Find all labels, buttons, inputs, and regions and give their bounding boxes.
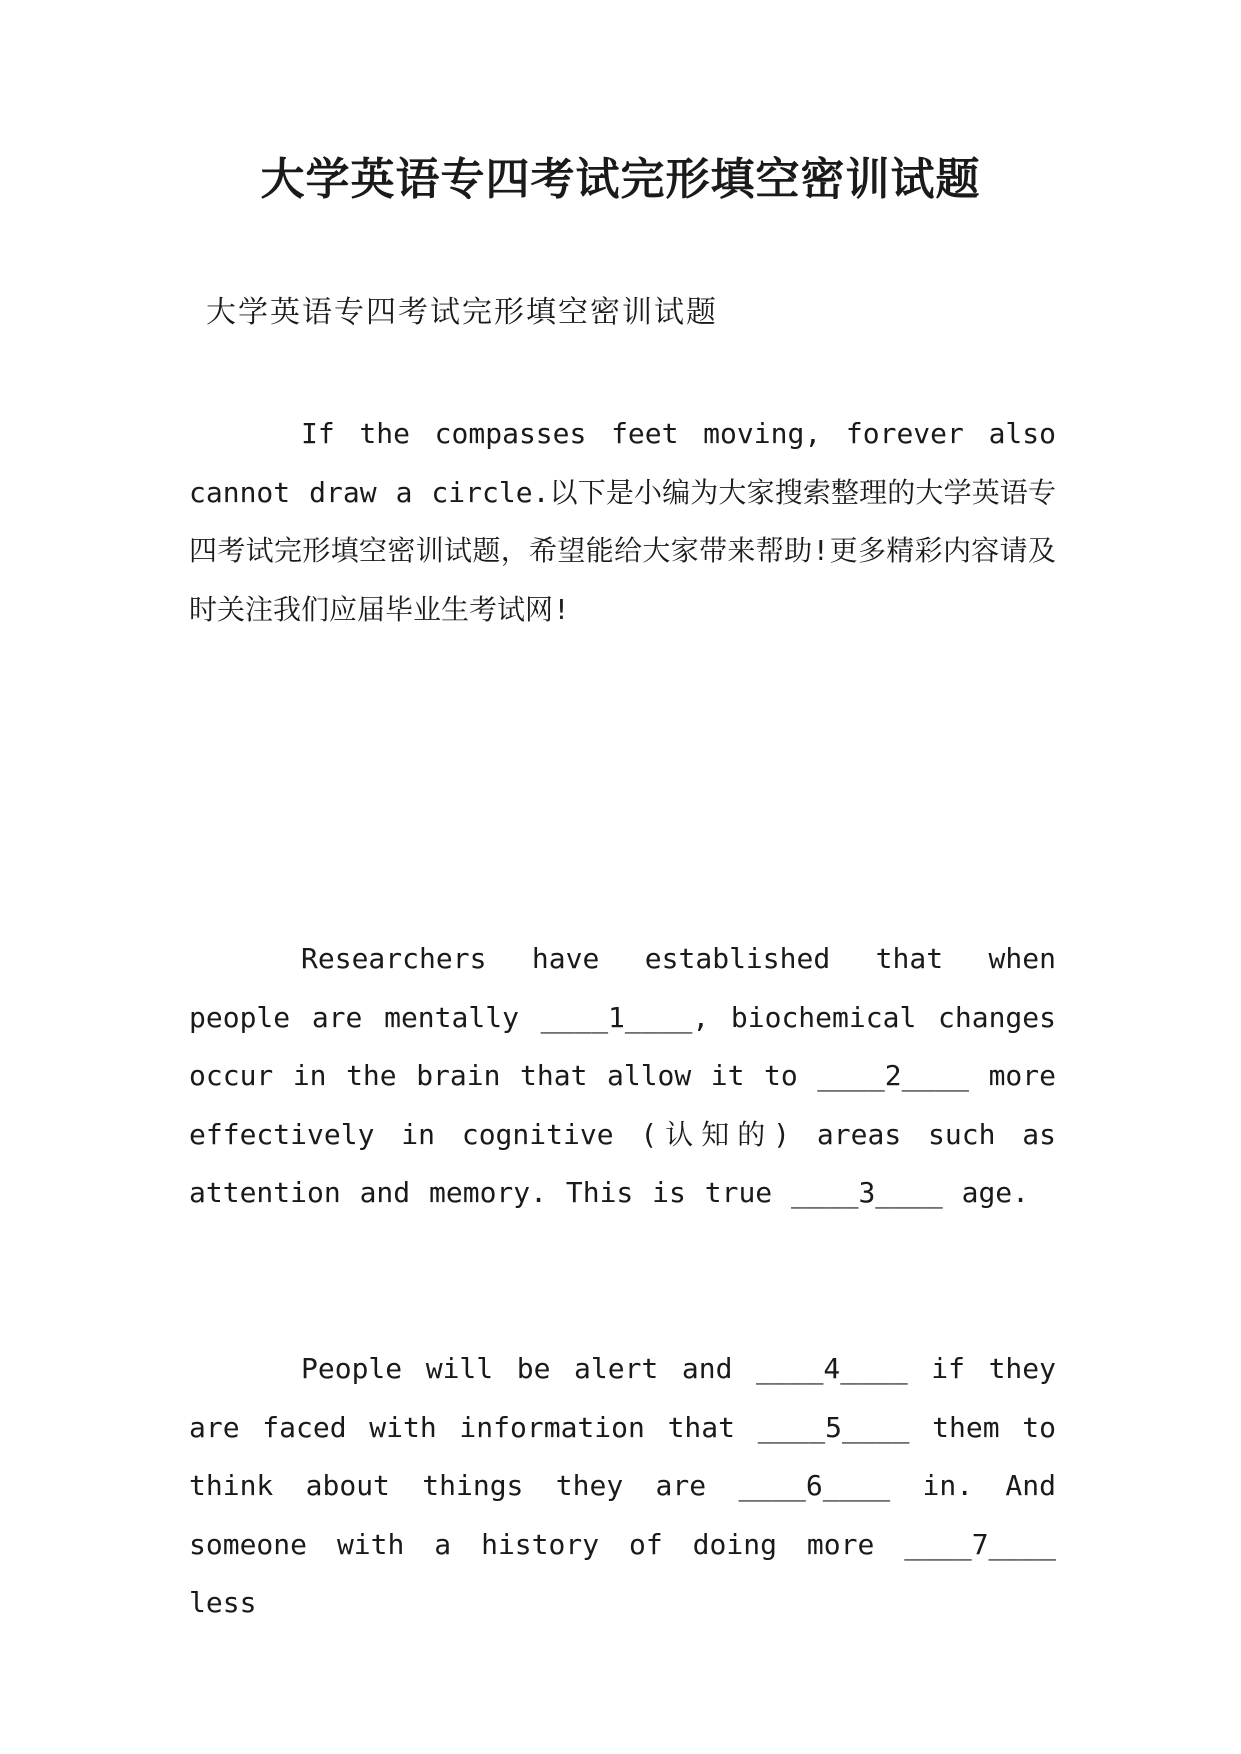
cloze-paragraph-2: People will be alert and ____4____ if they are faced with information that ____5____ them to think about things they are ____6____ in. And someone with a history of doing more ____7____ less bbox=[189, 1352, 1056, 1619]
cloze-paragraph-1: Researchers have established that when people are mentally ____1____, biochemical changes occur in the brain that allow it to ____2____ more effectively in cognitive (认知的) areas such as attention and memory. This is true ____3____ age. bbox=[189, 942, 1056, 1209]
document-subtitle: 大学英语专四考试完形填空密训试题 bbox=[206, 295, 718, 330]
intro-paragraph: If the compasses feet moving, forever also cannot draw a circle.以下是小编为大家搜索整理的大学英语专四考试完形填空密训试题，希望能给大家带来帮助!更多精彩内容请及时关注我们应届毕业生考试网! bbox=[189, 417, 1056, 626]
document-title: 大学英语专四考试完形填空密训试题 bbox=[260, 154, 981, 205]
